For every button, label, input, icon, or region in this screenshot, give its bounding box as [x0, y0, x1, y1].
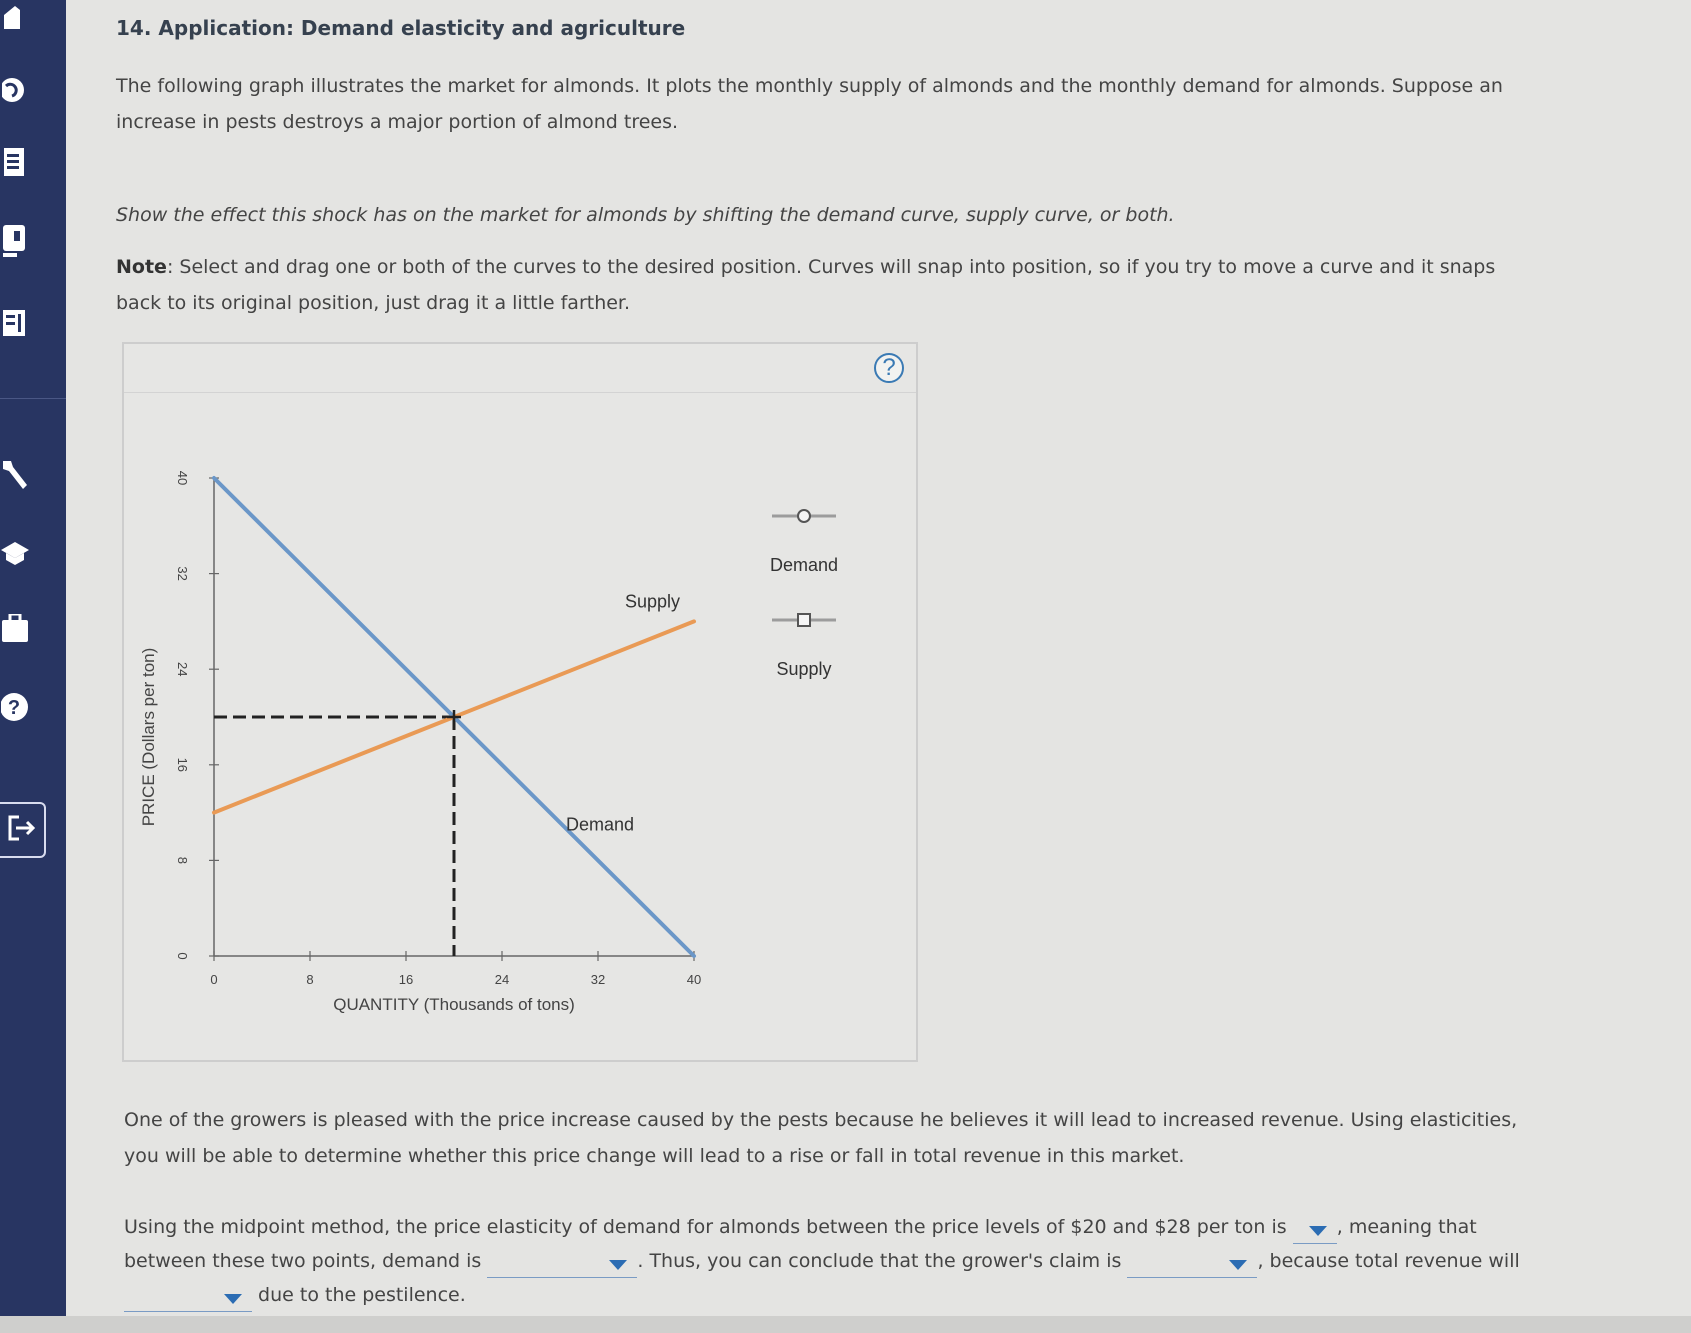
x-tick-label: 0 — [210, 972, 218, 987]
elasticity-text-1: Using the midpoint method, the price elasticity of demand for almonds between the price levels of $20 and $28 per ton is — [124, 1216, 1287, 1238]
note-label: Note — [116, 256, 167, 278]
briefcase-icon[interactable] — [0, 613, 30, 643]
question-title: 14. Application: Demand elasticity and agriculture — [116, 16, 686, 40]
elasticity-text-5: due to the pestilence. — [258, 1284, 466, 1306]
home-icon[interactable] — [0, 2, 30, 32]
bottom-bar — [0, 1316, 1691, 1333]
y-tick-label: 8 — [175, 856, 190, 865]
question-content — [66, 0, 1691, 1316]
supply-curve-label: Supply — [624, 591, 680, 612]
y-tick-label: 40 — [175, 470, 190, 486]
graph-panel — [122, 342, 918, 1062]
help-icon[interactable] — [0, 692, 30, 722]
demand-type-dropdown[interactable] — [487, 1252, 637, 1278]
y-tick-label: 24 — [175, 661, 190, 677]
x-tick-label: 24 — [494, 972, 510, 987]
legend-demand-label: Demand — [769, 555, 839, 575]
intro-paragraph: The following graph illustrates the market for almonds. It plots the monthly supply of almonds and the monthly demand for almonds. Suppose an increase in pests destroys a major portion of almond trees. — [116, 75, 1503, 133]
note-text: : Select and drag one or both of the curves to the desired position. Curves will snap into position, so if you try to move a curve and it snaps back to its original position, just drag it a little farther. — [116, 256, 1496, 314]
notes-icon[interactable] — [0, 226, 30, 256]
dropdown-caret-icon — [224, 1294, 242, 1304]
exit-button[interactable] — [0, 802, 46, 858]
x-tick-label: 16 — [398, 972, 414, 987]
x-tick-label: 40 — [686, 972, 702, 987]
dropdown-caret-icon — [1229, 1260, 1247, 1270]
refresh-icon[interactable] — [0, 75, 30, 105]
legend-supply-handle-icon[interactable] — [798, 614, 810, 626]
wrench-icon[interactable] — [0, 458, 30, 488]
sidebar — [0, 0, 66, 1316]
elasticity-text-3: . Thus, you can conclude that the grower's claim is — [637, 1250, 1122, 1272]
claim-dropdown[interactable] — [1127, 1252, 1257, 1278]
graph-area — [124, 344, 916, 1060]
revenue-change-dropdown[interactable] — [124, 1286, 252, 1312]
y-tick-label: 16 — [175, 757, 190, 773]
dropdown-caret-icon — [1309, 1226, 1327, 1236]
elasticity-question — [124, 1210, 1524, 1312]
x-tick-label: 8 — [306, 972, 314, 987]
graduation-cap-icon[interactable] — [0, 537, 30, 567]
elasticity-text-2: , meaning that between these two points, demand is — [124, 1216, 1477, 1272]
x-tick-label: 32 — [590, 972, 606, 987]
note-paragraph — [116, 249, 1516, 321]
document-icon[interactable] — [0, 308, 30, 338]
elasticity-text-4: , because total revenue will — [1257, 1250, 1520, 1272]
y-tick-label: 32 — [175, 566, 190, 581]
svg-text:?: ? — [7, 697, 21, 719]
exit-icon — [7, 814, 37, 846]
legend-demand-handle-icon[interactable] — [798, 510, 810, 522]
sidebar-divider — [0, 398, 66, 399]
list-icon[interactable] — [0, 147, 30, 177]
y-axis-title: PRICE (Dollars per ton) — [139, 647, 158, 827]
demand-curve-label: Demand — [565, 814, 634, 835]
dropdown-caret-icon — [609, 1260, 627, 1270]
question-mark-icon: ? — [882, 354, 896, 381]
revenue-paragraph: One of the growers is pleased with the price increase caused by the pests because he believes it will lead to increased revenue. Using elasticities, you will be able to determine whether this price change will lead to a rise or fall in total revenue in this market. — [124, 1109, 1518, 1167]
legend-supply-label: Supply — [776, 659, 832, 679]
x-axis-title: QUANTITY (Thousands of tons) — [333, 995, 575, 1014]
elasticity-value-dropdown[interactable] — [1293, 1218, 1337, 1244]
y-tick-label: 0 — [175, 952, 190, 960]
instruction-paragraph: Show the effect this shock has on the market for almonds by shifting the demand curve, supply curve, or both. — [116, 204, 1175, 226]
